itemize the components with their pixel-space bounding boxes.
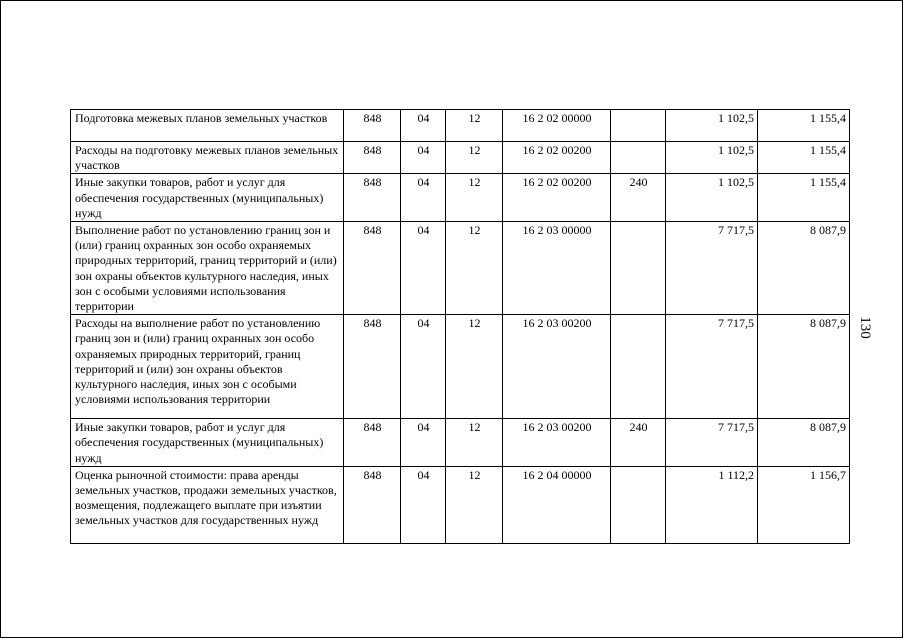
amount-year-1: 1 102,5 [666, 110, 758, 142]
amount-year-1: 1 112,2 [666, 466, 758, 543]
expense-type-code [611, 222, 666, 315]
page-number: 130 [856, 316, 873, 339]
subsection-code: 12 [446, 466, 503, 543]
row-name: Иные закупки товаров, работ и услуг для обеспечения государственных (муниципальных) нужд [71, 174, 344, 222]
section-code: 04 [401, 142, 446, 174]
amount-year-2: 1 155,4 [758, 142, 850, 174]
amount-year-1: 7 717,5 [666, 419, 758, 467]
row-name: Оценка рыночной стоимости: права аренды земельных участков, продажи земельных участков, возмещения, подлежащего выплате при изъятии земельных участков для государственных нужд [71, 466, 344, 543]
amount-year-2: 8 087,9 [758, 315, 850, 419]
ministry-code: 848 [344, 315, 401, 419]
section-code: 04 [401, 419, 446, 467]
ministry-code: 848 [344, 110, 401, 142]
budget-table [70, 109, 850, 544]
section-code: 04 [401, 174, 446, 222]
subsection-code: 12 [446, 174, 503, 222]
expense-type-code: 240 [611, 174, 666, 222]
amount-year-2: 8 087,9 [758, 419, 850, 467]
target-article-code: 16 2 04 00000 [503, 466, 611, 543]
target-article-code: 16 2 02 00200 [503, 142, 611, 174]
table-row [71, 315, 850, 419]
table-row [71, 142, 850, 174]
subsection-code: 12 [446, 110, 503, 142]
ministry-code: 848 [344, 142, 401, 174]
row-name: Расходы на подготовку межевых планов земельных участков [71, 142, 344, 174]
target-article-code: 16 2 03 00000 [503, 222, 611, 315]
ministry-code: 848 [344, 222, 401, 315]
table-row [71, 466, 850, 543]
expense-type-code [611, 110, 666, 142]
expense-type-code [611, 466, 666, 543]
expense-type-code [611, 315, 666, 419]
subsection-code: 12 [446, 142, 503, 174]
amount-year-1: 7 717,5 [666, 222, 758, 315]
section-code: 04 [401, 315, 446, 419]
row-name: Расходы на выполнение работ по установлению границ зон и (или) границ охранных зон особо охраняемых природных территорий, границ территорий и (или) зон охраны объектов культурного наследия, иных зон с особыми условиями использования территории [71, 315, 344, 419]
target-article-code: 16 2 02 00000 [503, 110, 611, 142]
table-row [71, 110, 850, 142]
ministry-code: 848 [344, 466, 401, 543]
target-article-code: 16 2 02 00200 [503, 174, 611, 222]
row-name: Подготовка межевых планов земельных участков [71, 110, 344, 142]
target-article-code: 16 2 03 00200 [503, 419, 611, 467]
section-code: 04 [401, 110, 446, 142]
amount-year-2: 1 155,4 [758, 174, 850, 222]
target-article-code: 16 2 03 00200 [503, 315, 611, 419]
subsection-code: 12 [446, 315, 503, 419]
table-row [71, 419, 850, 467]
subsection-code: 12 [446, 419, 503, 467]
amount-year-1: 7 717,5 [666, 315, 758, 419]
row-name: Выполнение работ по установлению границ зон и (или) границ охранных зон особо охраняемых природных территорий, границ территорий и (или) зон охраны объектов культурного наследия, иных зон с особыми условиями использования территории [71, 222, 344, 315]
table-row [71, 222, 850, 315]
table-row [71, 174, 850, 222]
ministry-code: 848 [344, 419, 401, 467]
section-code: 04 [401, 466, 446, 543]
section-code: 04 [401, 222, 446, 315]
amount-year-1: 1 102,5 [666, 142, 758, 174]
subsection-code: 12 [446, 222, 503, 315]
row-name: Иные закупки товаров, работ и услуг для обеспечения государственных (муниципальных) нужд [71, 419, 344, 467]
ministry-code: 848 [344, 174, 401, 222]
amount-year-2: 1 155,4 [758, 110, 850, 142]
expense-type-code [611, 142, 666, 174]
amount-year-2: 1 156,7 [758, 466, 850, 543]
amount-year-1: 1 102,5 [666, 174, 758, 222]
amount-year-2: 8 087,9 [758, 222, 850, 315]
expense-type-code: 240 [611, 419, 666, 467]
